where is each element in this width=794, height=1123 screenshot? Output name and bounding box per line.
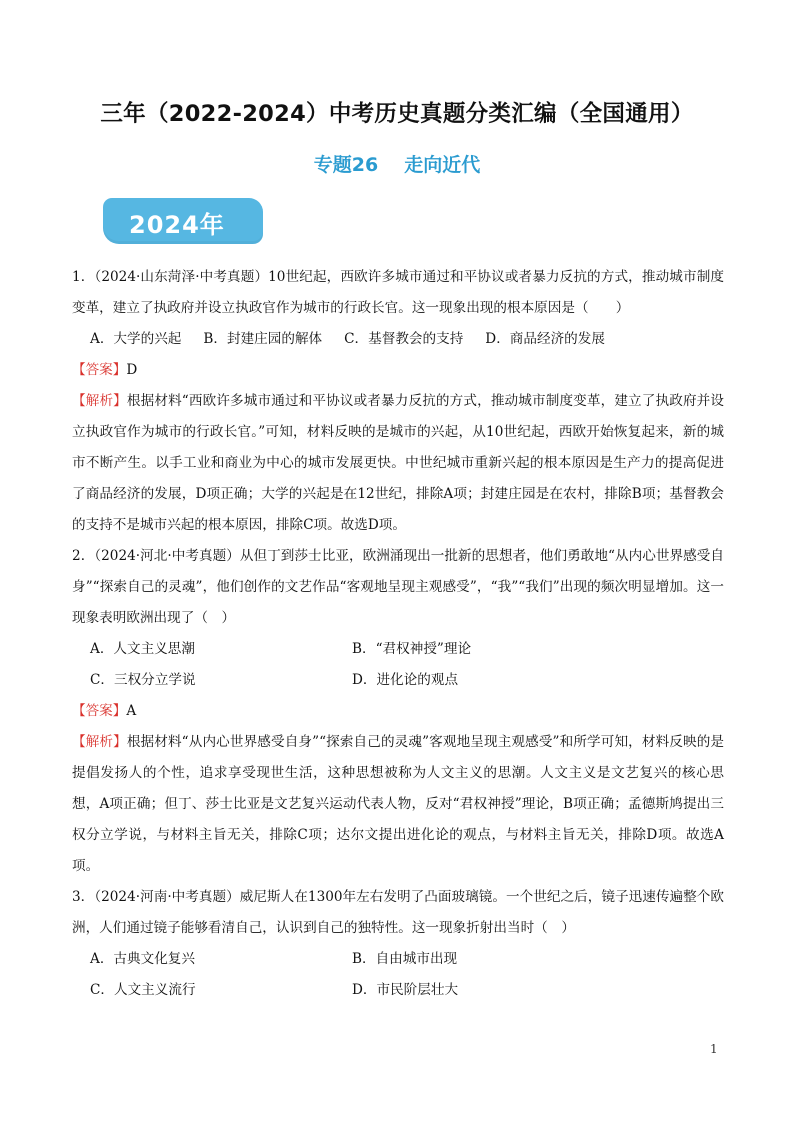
option-d: D．商品经济的发展 [485, 331, 605, 347]
answer-value: A [126, 703, 137, 719]
option-a: A．人文主义思潮 [90, 641, 195, 657]
option-a: A．古典文化复兴 [90, 951, 195, 967]
page-number: 1 [710, 1042, 718, 1056]
option-d: D．市民阶层壮大 [352, 982, 459, 998]
answer-tag: 【答案】 [72, 362, 127, 378]
analysis-tag: 【解析】 [72, 734, 127, 750]
analysis-tag: 【解析】 [72, 393, 127, 409]
question-2-analysis [72, 727, 724, 882]
year-badge [103, 198, 263, 244]
answer-tag: 【答案】 [72, 703, 127, 719]
question-3-stem: 3．（2024·河南·中考真题）威尼斯人在1300年左右发明了凸面玻璃镜。一个世纪之后，镜子迅速传遍整个欧洲，人们通过镜子能够看清自己，认识到自己的独特性。这一现象折射出当时（ ） [72, 889, 724, 936]
topic-subtitle [0, 150, 794, 177]
option-c: C．人文主义流行 [90, 982, 196, 998]
question-1-analysis [72, 386, 724, 541]
topic-name: 走向近代 [404, 154, 481, 176]
question-list [72, 262, 724, 1006]
option-b: B．封建庄园的解体 [203, 331, 323, 347]
question-1-answer [72, 355, 724, 386]
option-d: D．进化论的观点 [352, 672, 459, 688]
analysis-text: 根据材料“西欧许多城市通过和平协议或者暴力反抗的方式，推动城市制度变革，建立了执政府并设立执政官作为城市的行政长官。”可知，材料反映的是城市的兴起，从10世纪起，西欧开始恢复起来，新的城市不断产生。以手工业和商业为中心的城市发展更快。中世纪城市重新兴起的根本原因是生产力的提高促进了商品经济的发展，D项正确；大学的兴起是在12世纪，排除A项；封建庄园是在农村，排除B项；基督教会的支持不是城市兴起的根本原因，排除C项。故选D项。 [72, 393, 725, 533]
question-2-options [72, 634, 724, 696]
page-title: 三年（2022-2024）中考历史真题分类汇编（全国通用） [100, 101, 694, 127]
option-a: A．大学的兴起 [90, 331, 182, 347]
answer-value: D [126, 362, 138, 378]
option-b: B．“君权神授”理论 [352, 641, 472, 657]
question-2-answer [72, 696, 724, 727]
analysis-text: 根据材料“从内心世界感受自身”“探索自己的灵魂”客观地呈现主观感受”和所学可知，材料反映的是提倡发扬人的个性，追求享受现世生活，这种思想被称为人文主义的思潮。人文主义是文艺复兴的核心思想，A项正确；但丁、莎士比亚是文艺复兴运动代表人物，反对“君权神授”理论，B项正确；孟德斯鸠提出三权分立学说，与材料主旨无关，排除C项；达尔文提出进化论的观点，与材料主旨无关，排除D项。故选A项。 [72, 734, 725, 874]
year-badge-label: 2024年 [129, 211, 225, 239]
question-3-options [72, 944, 724, 1006]
question-2-stem: 2．（2024·河北·中考真题）从但丁到莎士比亚，欧洲涌现出一批新的思想者，他们勇敢地“从内心世界感受自身”“探索自己的灵魂”，他们创作的文艺作品“客观地呈现主观感受”，“我”“我们”出现的频次明显增加。这一现象表明欧洲出现了（ ） [72, 548, 724, 626]
topic-number: 专题26 [313, 154, 379, 176]
option-c: C．基督教会的支持 [344, 331, 464, 347]
option-b: B．自由城市出现 [352, 951, 458, 967]
question-1-stem: 1．（2024·山东菏泽·中考真题）10世纪起，西欧许多城市通过和平协议或者暴力反抗的方式，推动城市制度变革，建立了执政府并设立执政官作为城市的行政长官。这一现象出现的根本原因是（ ） [72, 269, 724, 316]
question-1-options [72, 324, 724, 355]
option-c: C．三权分立学说 [90, 672, 196, 688]
